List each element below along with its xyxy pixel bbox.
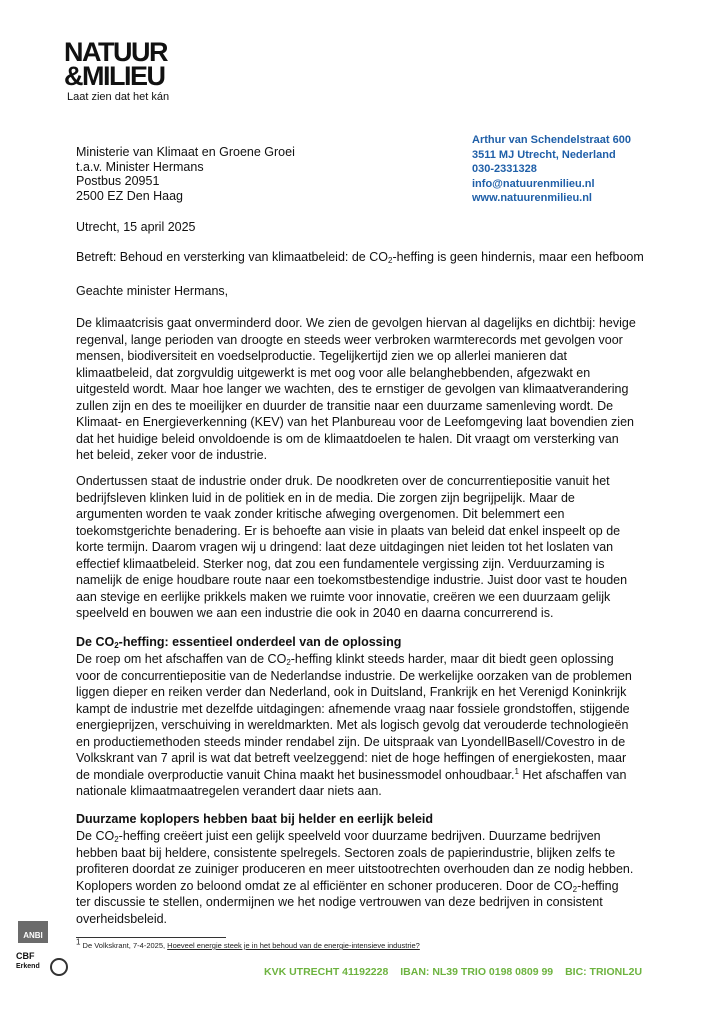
recipient-line: 2500 EZ Den Haag bbox=[76, 188, 184, 203]
logo-line-1: NATUUR bbox=[64, 37, 167, 67]
footnote-link[interactable]: Hoeveel energie steek je in het behoud van de energie-intensieve industrie? bbox=[167, 941, 420, 950]
cbf-seal-icon bbox=[50, 958, 68, 976]
para4-b: -heffing creëert juist een gelijk speelveld voor duurzame bedrijven. Duurzame bedrijven hebben baat bij heldere, consistente spelregels. Sectoren zoals de papierindustrie, blijken zelfs te profiteren doordat ze zuiniger produceren en meer uitstootrechten overhouden dan ze nodig hebben. Koplopers worden zo beloond omdat ze al efficiënter en schoner produceren. Door de CO bbox=[76, 829, 634, 893]
footnote-divider bbox=[76, 937, 226, 938]
para3-c: Het afschaffen van nationale klimaatmaatregelen verandert daar niets aan. bbox=[76, 767, 627, 798]
heading-1-text: De CO bbox=[76, 635, 115, 649]
heading-1-text-post: -heffing: essentieel onderdeel van de oplossing bbox=[118, 635, 402, 649]
recipient-line: Postbus 20951 bbox=[76, 174, 160, 188]
salutation: Geachte minister Hermans, bbox=[76, 284, 229, 298]
footnote-number: 1 bbox=[76, 937, 81, 947]
logo bbox=[64, 37, 184, 103]
subject-sub: 2 bbox=[387, 256, 393, 265]
paragraph-3 bbox=[76, 651, 636, 800]
bank-details bbox=[264, 966, 651, 978]
paragraph-2: Ondertussen staat de industrie onder druk. De noodkreten over de concurrentiepositie vanuit het bedrijfsleven klinken luid in de politiek en in de media. Die zorgen zijn begrijpelijk. Maar de argumenten worden te vaak zonder kritische afweging overgenomen. Dit belemmert een toekomstgerichte benadering. Er is behoefte aan visie in plaats van beleid dat enkel inspeelt op de korte termijn. Daarom vragen wij u dringend: laat deze uitdagingen niet leiden tot het loslaten van effectief klimaatbeleid. Sterker nog, dat zou een fundamentele vergissing zijn. Verduurzaming is namelijk de enige houdbare route naar een toekomstbestendige industrie. Juist door vast te houden aan stevige en eerlijke prikkels maken we ruimte voor innovatie, creëren we een duurzaam gelijk speelveld en bouwen we aan een industrie die ook in 2040 en daarna concurrerend is. bbox=[76, 474, 628, 620]
footnote bbox=[76, 937, 420, 951]
letter-date: Utrecht, 15 april 2025 bbox=[76, 220, 196, 234]
recipient-address bbox=[76, 145, 295, 203]
para3-b: -heffing klinkt steeds harder, maar dit biedt geen oplossing voor de concurrentiepositie van de Nederlandse industrie. De werkelijke oorzaken van de problemen liggen dieper en reiken verder dan Nederland, ook in Duitsland, Frankrijk en het Verenigd Koninkrijk kampt de industrie met dezelfde uitdagingen: afnemende vraag naar fossiele grondstoffen, stijgende energieprijzen, verschuiving in wereldmarkten. Met als logisch gevolg dat verouderde technologieën en productiemethoden steeds minder rendabel zijn. De uitspraak van LyondellBasell/Covestro in de Volkskrant van 7 april is wat dat betreft veelzeggend: niet de hoge heffingen of energiekosten, maar de mondiale overproductie vanuit China maakt het businessmodel onhoudbaar. bbox=[76, 652, 632, 782]
para4-sub2: 2 bbox=[572, 884, 578, 894]
anbi-badge: ANBI bbox=[18, 921, 48, 943]
para4-a: De CO bbox=[76, 829, 115, 843]
logo-tagline: Laat zien dat het kán bbox=[67, 91, 170, 103]
iban-number: IBAN: NL39 TRIO 0198 0809 99 bbox=[400, 966, 554, 978]
heading-co2-heffing bbox=[76, 634, 636, 651]
paragraph-4 bbox=[76, 828, 636, 927]
bic-code: BIC: TRIONL2U bbox=[565, 966, 643, 978]
letter-subject bbox=[76, 249, 676, 266]
paragraph-1: De klimaatcrisis gaat onverminderd door. We zien de gevolgen hiervan al dagelijks en dichtbij: hevige regenval, lange perioden van droogte en steeds weer verbroken warmterecords met gevolgen voor mensen, biodiversiteit en voedselproductie. Tegelijkertijd zien we op allerlei manieren dat klimaatbeleid, dat zorgvuldig uitgewerkt is met oog voor alle belanghebbenden, afgezwakt en uitgesteld wordt. Maar hoe langer we wachten, des te ernstiger de gevolgen van klimaatverandering zullen zijn en des te moeilijker en duurder de transitie naar een duurzame samenleving wordt. De Klimaat- en Energieverkenning (KEV) van het Planbureau voor de Leefomgeving laat bovendien zien dat het huidige beleid onvoldoende is om de klimaatdoelen te halen. Dit vraagt om versterking van het beleid, zeker voor de industrie. bbox=[76, 316, 636, 462]
kvk-number: KVK UTRECHT 41192228 bbox=[264, 966, 389, 978]
subject-text-post: -heffing is geen hindernis, maar een hefboom bbox=[392, 250, 644, 264]
cbf-badge bbox=[16, 952, 70, 982]
sender-address bbox=[472, 133, 631, 206]
sender-website[interactable]: www.natuurenmilieu.nl bbox=[472, 192, 592, 204]
recipient-line: Ministerie van Klimaat en Groene Groei bbox=[76, 145, 295, 159]
subject-text: Betreft: Behoud en versterking van klimaatbeleid: de CO bbox=[76, 250, 388, 264]
sender-street: Arthur van Schendelstraat 600 bbox=[472, 134, 631, 146]
sender-phone: 030-2331328 bbox=[472, 163, 537, 175]
footnote-ref[interactable]: 1 bbox=[514, 766, 519, 776]
sender-email[interactable]: info@natuurenmilieu.nl bbox=[472, 177, 595, 190]
cbf-label bbox=[16, 952, 40, 971]
heading-koplopers: Duurzame koplopers hebben baat bij helder en eerlijk beleid bbox=[76, 812, 434, 826]
para4-c: -heffing ter discussie te stellen, ondermijnen we het nodige vertrouwen van deze bedrijven in consistent overheidsbeleid. bbox=[76, 878, 619, 926]
footnote-text: De Volkskrant, 7-4-2025, bbox=[80, 941, 168, 950]
logo-line-2: &MILIEU bbox=[64, 61, 165, 91]
heading-1-sub: 2 bbox=[114, 641, 119, 650]
para3-sub: 2 bbox=[286, 658, 291, 667]
para4-sub1: 2 bbox=[114, 835, 119, 844]
recipient-line: t.a.v. Minister Hermans bbox=[76, 159, 204, 174]
sender-city: 3511 MJ Utrecht, Nederland bbox=[472, 148, 616, 161]
para3-a: De roep om het afschaffen van de CO bbox=[76, 652, 287, 666]
cbf-name: CBF bbox=[16, 951, 35, 961]
cbf-sub: Erkend bbox=[16, 963, 40, 970]
